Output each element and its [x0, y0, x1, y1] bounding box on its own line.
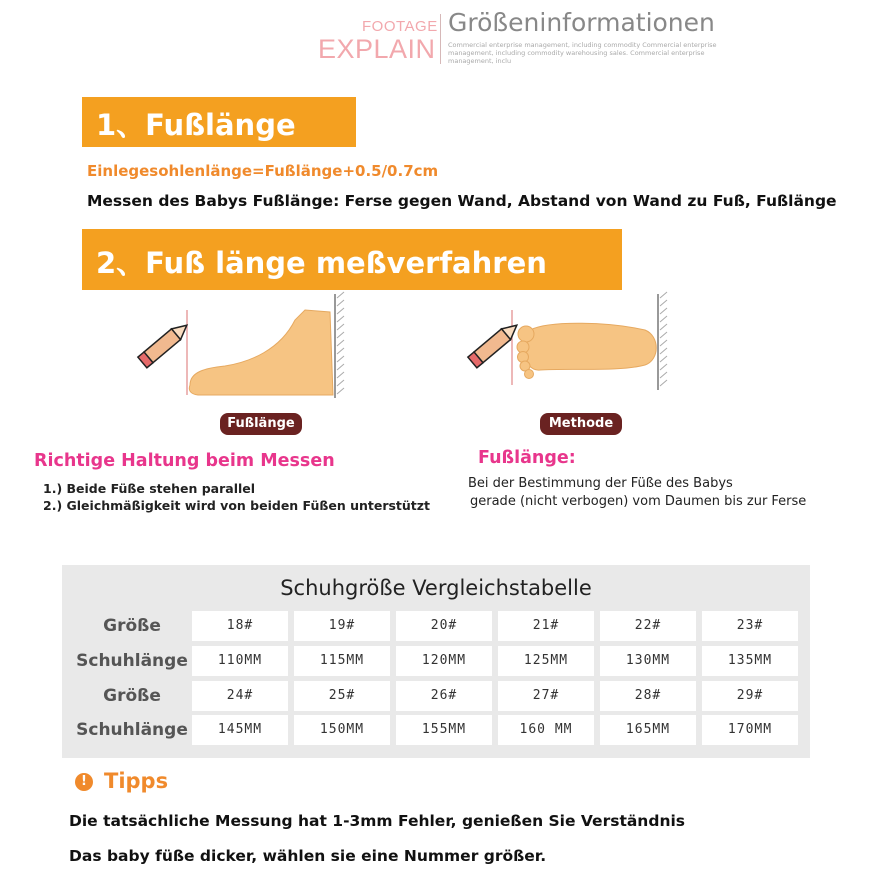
length-cell: 170MM	[702, 715, 798, 745]
length-cell: 160 MM	[498, 715, 594, 745]
footlength-title: Fußlänge:	[478, 448, 576, 468]
wall-icon	[658, 292, 667, 390]
header-divider	[440, 14, 441, 64]
header-explain: EXPLAIN	[318, 34, 436, 64]
posture-item: 1.) Beide Füße stehen parallel	[43, 481, 256, 496]
pencil-icon	[138, 320, 191, 368]
measure-instruction: Messen des Babys Fußlänge: Ferse gegen Wand, Abstand von Wand zu Fuß, Fußlänge	[87, 192, 837, 210]
size-cell: 20#	[396, 611, 492, 641]
row-label: Schuhlänge	[76, 651, 188, 671]
size-cell: 19#	[294, 611, 390, 641]
foot-icon	[189, 310, 333, 395]
tip-line: Das baby füße dicker, wählen sie eine Nummer größer.	[69, 847, 547, 865]
length-cell: 115MM	[294, 646, 390, 676]
length-cell: 165MM	[600, 715, 696, 745]
size-cell: 29#	[702, 681, 798, 711]
size-table-title: Schuhgröße Vergleichstabelle	[280, 576, 592, 600]
section1-banner: 1、Fußlänge	[82, 97, 356, 147]
length-cell: 120MM	[396, 646, 492, 676]
foot-side-illustration	[130, 290, 360, 410]
size-cell: 21#	[498, 611, 594, 641]
row-label: Größe	[103, 616, 161, 636]
length-cell: 155MM	[396, 715, 492, 745]
size-cell: 22#	[600, 611, 696, 641]
row-label: Schuhlänge	[76, 720, 188, 740]
header	[316, 10, 746, 66]
length-cell: 130MM	[600, 646, 696, 676]
tips-title: Tipps	[104, 769, 169, 793]
length-cell: 125MM	[498, 646, 594, 676]
page-title: Größeninformationen	[448, 8, 715, 37]
section2-banner: 2、Fuß länge meßverfahren	[82, 229, 622, 290]
size-cell: 24#	[192, 681, 288, 711]
size-cell: 28#	[600, 681, 696, 711]
size-cell: 25#	[294, 681, 390, 711]
size-table	[62, 565, 810, 758]
footlength-line: Bei der Bestimmung der Füße des Babys	[468, 476, 733, 491]
size-cell: 18#	[192, 611, 288, 641]
tip-line: Die tatsächliche Messung hat 1-3mm Fehler, genießen Sie Verständnis	[69, 812, 686, 830]
footlength-line: gerade (nicht verbogen) vom Daumen bis zur Ferse	[470, 494, 807, 509]
posture-item: 2.) Gleichmäßigkeit wird von beiden Füßen unterstützt	[43, 498, 431, 513]
wall-icon	[335, 292, 344, 398]
row-label: Größe	[103, 686, 161, 706]
foot-top-illustration	[460, 290, 675, 410]
length-cell: 135MM	[702, 646, 798, 676]
size-cell: 23#	[702, 611, 798, 641]
header-footage: FOOTAGE	[362, 18, 438, 35]
length-cell: 145MM	[192, 715, 288, 745]
method-pill: Methode	[540, 413, 622, 435]
length-cell: 150MM	[294, 715, 390, 745]
foot-icon	[524, 323, 656, 370]
pencil-icon	[468, 320, 521, 368]
posture-list	[43, 480, 430, 514]
length-cell: 110MM	[192, 646, 288, 676]
posture-title: Richtige Haltung beim Messen	[34, 451, 335, 471]
insole-formula: Einlegesohlenlänge=Fußlänge+0.5/0.7cm	[87, 162, 439, 180]
footlength-pill: Fußlänge	[220, 413, 302, 435]
warning-icon: !	[75, 773, 93, 791]
size-cell: 27#	[498, 681, 594, 711]
footlength-description	[468, 475, 806, 511]
header-small-text: Commercial enterprise management, including commodity Commercial enterprise management, including commodity warehousing sales. Commercial enterprise management, inclu	[448, 41, 717, 65]
size-cell: 26#	[396, 681, 492, 711]
